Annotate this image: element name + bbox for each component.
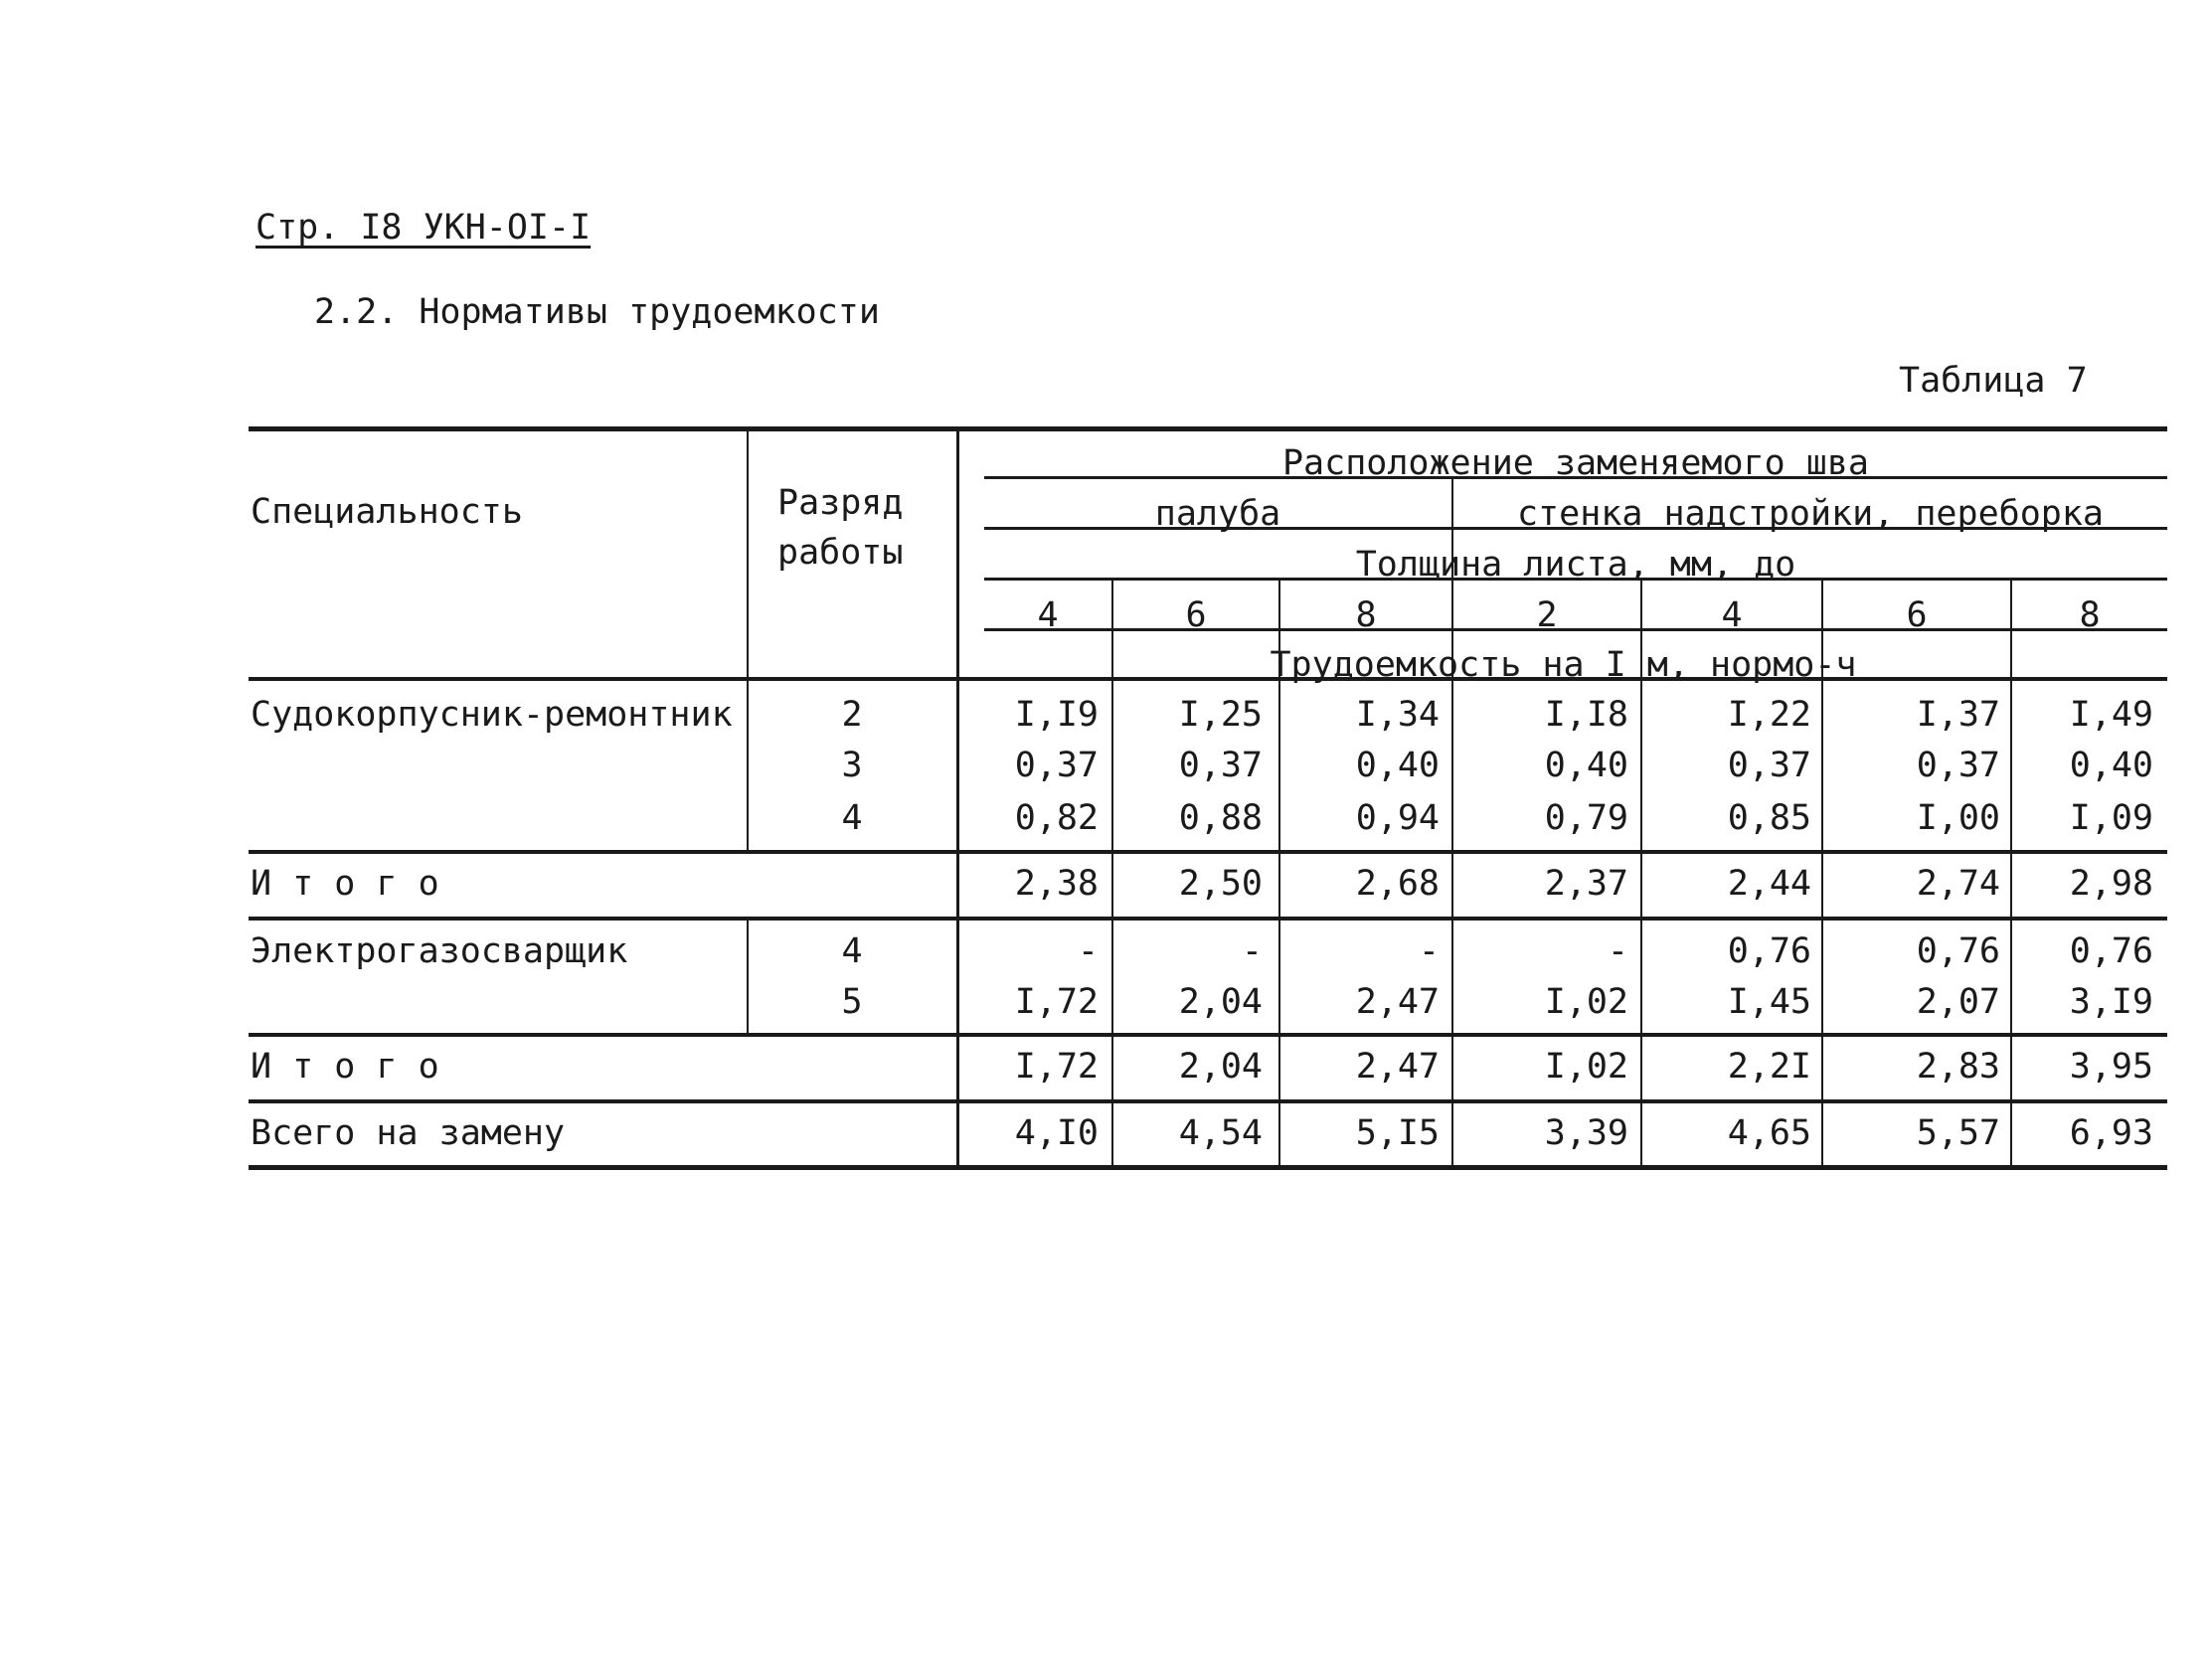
cell-value: 0,37 [1014, 746, 1099, 785]
cell-value: 0,94 [1355, 798, 1440, 838]
cell-value: 2,04 [1178, 982, 1263, 1022]
cell-value: I,37 [1916, 695, 2000, 735]
cell-value: 2,68 [1355, 864, 1440, 904]
cell-value: I,45 [1727, 982, 1811, 1022]
thickness-col-6: 6 [1906, 595, 1928, 635]
cell-value: 0,76 [1916, 931, 2000, 971]
header-thickness: Толщина листа, мм, до [1355, 545, 1796, 585]
cell-grade: 5 [841, 982, 863, 1022]
cell-value: 3,95 [2069, 1047, 2153, 1087]
cell-value: I,34 [1355, 695, 1440, 735]
table-rule-group-1 [249, 850, 2167, 854]
thickness-col-2: 6 [1185, 595, 1207, 635]
cell-value: I,02 [1544, 982, 1628, 1022]
cell-value: 0,40 [1355, 746, 1440, 785]
cell-value: I,I9 [1014, 695, 1099, 735]
cell-value: 2,04 [1178, 1047, 1263, 1087]
cell-value: 0,88 [1178, 798, 1263, 838]
cell-value: 0,76 [2069, 931, 2153, 971]
cell-value: I,00 [1916, 798, 2000, 838]
cell-value: 0,40 [1544, 746, 1628, 785]
cell-value: 0,37 [1727, 746, 1811, 785]
cell-value: I,72 [1014, 1047, 1099, 1087]
cell-value: 0,37 [1916, 746, 2000, 785]
cell-value: I,I8 [1544, 695, 1628, 735]
table-rule-total-2 [249, 1099, 2167, 1103]
thickness-col-1: 4 [1037, 595, 1059, 635]
cell-specialty: И т о г о [251, 1047, 439, 1087]
cell-value: 2,38 [1014, 864, 1099, 904]
header-location: Расположение заменяемого шва [1281, 443, 1869, 483]
page-reference: Стр. I8 УКН-OI-I [255, 208, 592, 248]
cell-value: 2,47 [1355, 1047, 1440, 1087]
cell-value: 3,39 [1544, 1113, 1628, 1153]
cell-value: - [1418, 931, 1440, 971]
header-labor: Трудоемкость на I м, нормо-ч [1270, 645, 1857, 685]
cell-specialty: Всего на замену [251, 1113, 566, 1153]
col-divider-lower-specialty [747, 921, 749, 1033]
cell-specialty: Судокорпусник-ремонтник [251, 695, 733, 735]
cell-value: 4,65 [1727, 1113, 1811, 1153]
cell-value: 4,I0 [1014, 1113, 1099, 1153]
cell-value: 2,74 [1916, 864, 2000, 904]
cell-value: I,09 [2069, 798, 2153, 838]
cell-grade: 4 [841, 798, 863, 838]
cell-value: 2,83 [1916, 1047, 2000, 1087]
cell-grade: 2 [841, 695, 863, 735]
header-specialty: Специальность [251, 492, 523, 532]
cell-value: I,25 [1178, 695, 1263, 735]
cell-value: 2,07 [1916, 982, 2000, 1022]
thickness-col-7: 8 [2079, 595, 2101, 635]
cell-value: I,22 [1727, 695, 1811, 735]
col-divider-specialty-grade [747, 428, 749, 850]
header-group-deck: палуба [1154, 494, 1281, 534]
table-rule-top [249, 426, 2167, 431]
cell-value: 4,54 [1178, 1113, 1263, 1153]
cell-value: 6,93 [2069, 1113, 2153, 1153]
cell-grade: 3 [841, 746, 863, 785]
table-rule-group-2 [249, 1033, 2167, 1037]
thickness-col-4: 2 [1536, 595, 1558, 635]
header-group-wall: стенка надстройки, переборка [1516, 494, 2104, 534]
cell-specialty: Электрогазосварщик [251, 931, 628, 971]
cell-value: - [1077, 931, 1099, 971]
thickness-col-5: 4 [1721, 595, 1743, 635]
table-label: Таблица 7 [1899, 361, 2088, 401]
cell-value: 2,47 [1355, 982, 1440, 1022]
cell-value: 0,76 [1727, 931, 1811, 971]
cell-value: 2,98 [2069, 864, 2153, 904]
cell-value: 5,57 [1916, 1113, 2000, 1153]
cell-value: 2,37 [1544, 864, 1628, 904]
cell-value: I,02 [1544, 1047, 1628, 1087]
cell-specialty: И т о г о [251, 864, 439, 904]
section-title: 2.2. Нормативы трудоемкости [314, 292, 880, 332]
cell-value: 5,I5 [1355, 1113, 1440, 1153]
cell-value: 0,40 [2069, 746, 2153, 785]
cell-value: I,49 [2069, 695, 2153, 735]
cell-grade: 4 [841, 931, 863, 971]
cell-value: 0,85 [1727, 798, 1811, 838]
cell-value: 2,50 [1178, 864, 1263, 904]
cell-value: 0,82 [1014, 798, 1099, 838]
cell-value: 3,I9 [2069, 982, 2153, 1022]
cell-value: 0,37 [1178, 746, 1263, 785]
table-rule-total-1 [249, 917, 2167, 921]
cell-value: 2,2I [1727, 1047, 1811, 1087]
cell-value: I,72 [1014, 982, 1099, 1022]
thickness-col-3: 8 [1355, 595, 1377, 635]
table-rule-bottom [249, 1165, 2167, 1170]
cell-value: 2,44 [1727, 864, 1811, 904]
header-grade: Разряд работы [777, 483, 904, 573]
cell-value: - [1607, 931, 1628, 971]
cell-value: - [1241, 931, 1263, 971]
cell-value: 0,79 [1544, 798, 1628, 838]
